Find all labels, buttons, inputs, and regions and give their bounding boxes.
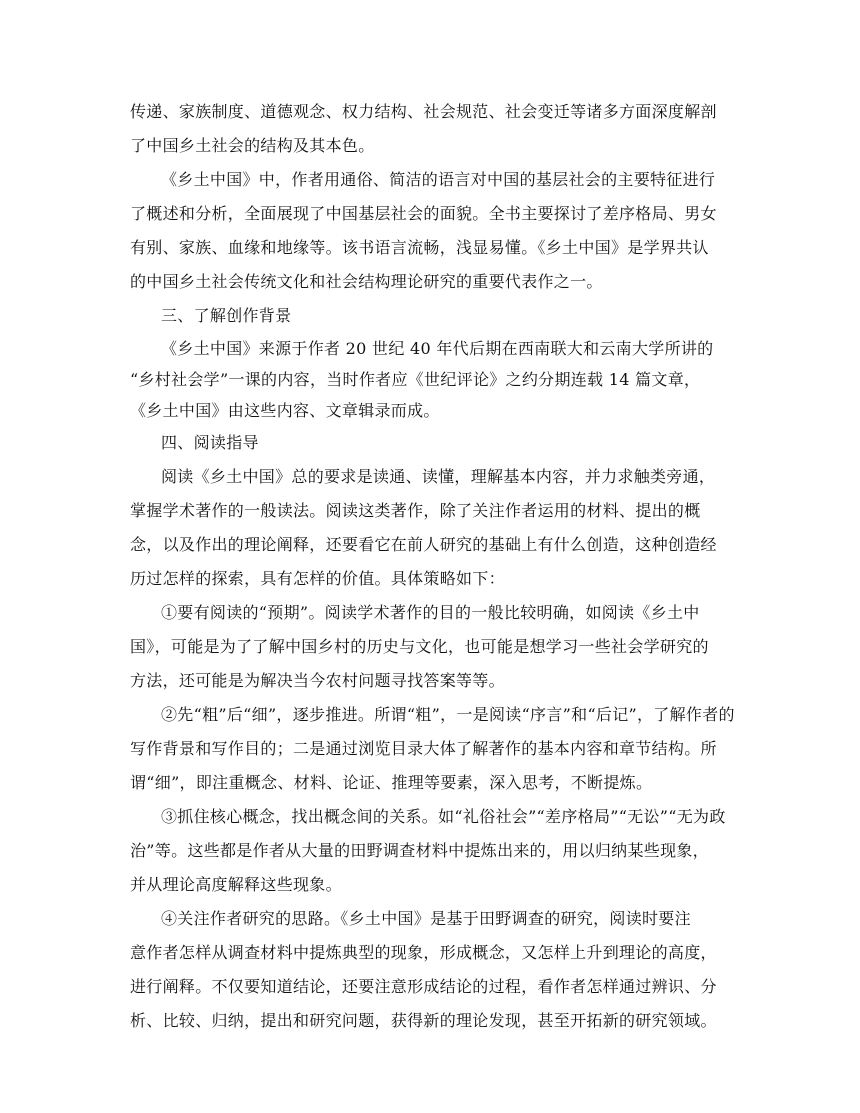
paragraph-start-line: 《乡土中国》来源于作者 20 世纪 40 年代后期在西南联大和云南大学所讲的	[161, 339, 714, 358]
text-line: 念，以及作出的理论阐释，还要看它在前人研究的基础上有什么创造，这种创造经	[130, 535, 717, 554]
text-line: 并从理论高度解释这些现象。	[130, 875, 342, 894]
text-line: 历过怎样的探索，具有怎样的价值。具体策略如下：	[130, 569, 505, 588]
text-line: 谓“细”，即注重概念、材料、论证、推理等要素，深入思考，不断提炼。	[130, 773, 653, 792]
text-line: 了中国乡土社会的结构及其本色。	[130, 136, 375, 155]
section-heading: 三、了解创作背景	[161, 306, 292, 325]
text-line: 了概述和分析，全面展现了中国基层社会的面貌。全书主要探讨了差序格局、男女	[130, 204, 717, 223]
text-line: 进行阐释。不仅要知道结论，还要注意形成结论的过程，看作者怎样通过辨识、分	[130, 977, 717, 996]
list-item-start-line: ①要有阅读的“预期”。阅读学术著作的目的一般比较明确，如阅读《乡土中	[161, 603, 700, 622]
text-line: 国》，可能是为了了解中国乡村的历史与文化，也可能是想学习一些社会学研究的	[130, 637, 709, 656]
text-line: 掌握学术著作的一般读法。阅读这类著作，除了关注作者运用的材料、提出的概	[130, 501, 701, 520]
text-line: 治”等。这些都是作者从大量的田野调查材料中提炼出来的，用以归纳某些现象，	[130, 841, 709, 860]
text-line: 意作者怎样从调查材料中提炼典型的现象，形成概念，又怎样上升到理论的高度，	[130, 943, 717, 962]
paragraph-start-line: 《乡土中国》中，作者用通俗、简洁的语言对中国的基层社会的主要特征进行	[161, 170, 716, 189]
text-line: 写作背景和写作目的；二是通过浏览目录大体了解著作的基本内容和章节结构。所	[130, 739, 717, 758]
list-item-start-line: ②先“粗”后“细”，逐步推进。所谓“粗”，一是阅读“序言”和“后记”，了解作者的	[161, 705, 735, 724]
text-line: “乡村社会学”一课的内容，当时作者应《世纪评论》之约分期连载 14 篇文章，	[130, 370, 701, 389]
text-line: 析、比较、归纳，提出和研究问题，获得新的理论发现，甚至开拓新的研究领域。	[130, 1011, 717, 1030]
document-body	[130, 95, 740, 1038]
list-item-start-line: ③抓住核心概念，找出概念间的关系。如“礼俗社会”“差序格局”“无讼”“无为政	[161, 807, 726, 826]
text-line: 有别、家族、血缘和地缘等。该书语言流畅，浅显易懂。《乡土中国》是学界共认	[130, 238, 709, 257]
text-line: 《乡土中国》由这些内容、文章辑录而成。	[130, 401, 440, 420]
text-line: 方法，还可能是为解决当今农村问题寻找答案等等。	[130, 671, 505, 690]
paragraph-start-line: 阅读《乡土中国》总的要求是读通、读懂，理解基本内容，并力求触类旁通，	[161, 467, 716, 486]
text-line: 的中国乡土社会传统文化和社会结构理论研究的重要代表作之一。	[130, 272, 603, 291]
text-line: 传递、家族制度、道德观念、权力结构、社会规范、社会变迁等诸多方面深度解剖	[130, 102, 717, 121]
list-item-start-line: ④关注作者研究的思路。《乡土中国》是基于田野调查的研究，阅读时要注	[161, 909, 691, 928]
section-heading: 四、阅读指导	[161, 433, 259, 452]
